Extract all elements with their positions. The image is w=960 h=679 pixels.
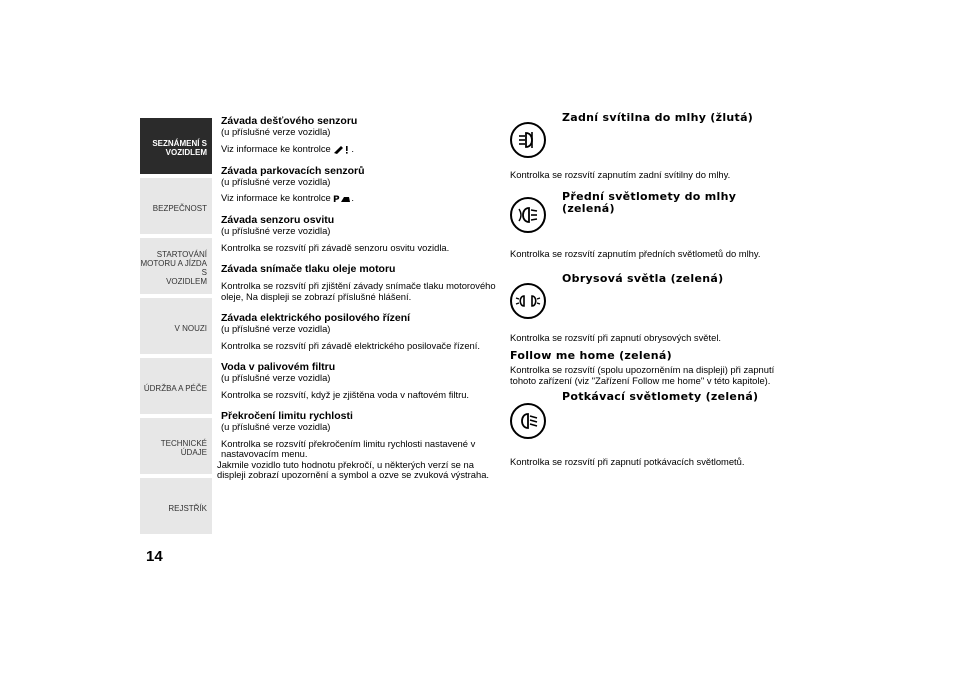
tab-rejstrik[interactable] (140, 478, 212, 536)
section-title: Překročení limitu rychlosti (221, 410, 353, 423)
section-oil-pressure-sensor (221, 263, 501, 302)
side-lights-icon (510, 283, 546, 319)
section-speed-limit (217, 410, 501, 481)
left-column (217, 115, 501, 481)
indicator-text: Kontrolka se rozsvítí při zapnutí obrysových světel. (510, 332, 722, 343)
tab-seznameni[interactable] (140, 118, 212, 176)
indicator-front-fog (510, 191, 800, 241)
section-light-sensor (221, 214, 501, 253)
tab-startovani[interactable] (140, 238, 212, 296)
section-title: Závada senzoru osvitu (221, 214, 335, 227)
section-title: Závada parkovacích senzorů (221, 164, 365, 177)
tab-label: ÚDRŽBA A PÉČE (143, 383, 207, 393)
indicator-side-lights (510, 273, 800, 325)
section-text: Kontrolka se rozsvítí při závadě elektrického posilovače řízení. (221, 339, 480, 351)
section-water-in-fuel (221, 361, 501, 400)
section-subtitle: (u příslušné verze vozidla) (221, 372, 331, 384)
section-subtitle: (u příslušné verze vozidla) (221, 126, 331, 137)
section-follow-me-home (510, 348, 800, 387)
section-subtitle: (u příslušné verze vozidla) (221, 225, 331, 237)
page-number: 14 (146, 548, 163, 565)
section-subtitle: (u příslušné verze vozidla) (221, 421, 331, 433)
section-rain-sensor (221, 115, 501, 155)
text-end: . (351, 142, 354, 154)
section-text: Kontrolka se rozsvítí při zjištění závady snímače tlaku motorového oleje, Na displeji se zobrazí příslušné hlášení. (221, 280, 496, 302)
section-title: Závada elektrického posilového řízení (221, 312, 411, 325)
section-subtitle: (u příslušné verze vozidla) (221, 175, 331, 187)
text: Viz informace ke kontrolce (221, 192, 331, 204)
section-text-2: Jakmile vozidlo tuto hodnotu překročí, u některých verzí se na displeji zobrazí upozornění a symbol a ozve se zvuková výstraha. (217, 458, 490, 481)
tab-label: REJSTŘÍK (168, 503, 207, 513)
section-title: Závada snímače tlaku oleje motoru (221, 263, 396, 276)
text: Viz informace ke kontrolce (221, 142, 331, 154)
tab-label: BEZPEČNOST (152, 203, 207, 213)
section-text: Kontrolka se rozsvítí při závadě senzoru osvitu vozidla. (221, 241, 450, 253)
rear-fog-icon (510, 122, 546, 158)
section-title: Follow me home (zelená) (510, 348, 672, 362)
section-text: Kontrolka se rozsvítí (spolu upozorněním na displeji) při zapnutí tohoto zařízení (viz "Zařízení Follow me home" v této kapitole). (510, 364, 775, 386)
section-text (221, 193, 501, 204)
text-end: . (351, 192, 354, 204)
tab-udrzba[interactable] (140, 358, 212, 416)
section-power-steering (221, 312, 501, 351)
tab-technicke[interactable] (140, 418, 212, 476)
indicator-title: Potkávací světlomety (zelená) (562, 390, 759, 403)
indicator-text: Kontrolka se rozsvítí zapnutím předních světlometů do mlhy. (510, 247, 761, 259)
section-subtitle: (u příslušné verze vozidla) (221, 323, 331, 335)
tab-label: V NOUZI (174, 323, 207, 333)
parking-sensor-icon (333, 193, 351, 204)
right-column (510, 112, 800, 468)
indicator-title: Obrysová světla (zelená) (562, 272, 724, 285)
indicator-dipped-beam (510, 391, 800, 443)
tab-v-nouzi[interactable] (140, 298, 212, 356)
indicator-title: Zadní svítilna do mlhy (žlutá) (562, 111, 754, 124)
svg-text:P: P (333, 195, 340, 205)
section-text: Kontrolka se rozsvítí překročením limitu rychlosti nastavené v nastavovacím menu. (221, 437, 476, 460)
dipped-beam-icon (510, 403, 546, 439)
section-title: Závada dešťového senzoru (221, 115, 358, 127)
indicator-title: Přední světlomety do mlhy (zelená) (562, 189, 737, 215)
front-fog-icon (510, 197, 546, 233)
tab-label: STARTOVÁNÍ MOTORU A JÍZDA S VOZIDLEM (140, 250, 207, 286)
section-text (221, 144, 501, 155)
tab-label: SEZNÁMENÍ S VOZIDLEM (152, 139, 207, 157)
section-title: Voda v palivovém filtru (221, 361, 336, 374)
rain-sensor-warning-icon (333, 144, 351, 155)
tab-bezpecnost[interactable] (140, 178, 212, 236)
tab-label: TECHNICKÉ ÚDAJE (160, 439, 207, 457)
indicator-text: Kontrolka se rozsvítí zapnutím zadní svítilny do mlhy. (510, 169, 731, 180)
section-text: Kontrolka se rozsvítí, když je zjištěna voda v naftovém filtru. (221, 388, 470, 400)
indicator-text: Kontrolka se rozsvítí při zapnutí potkávacích světlometů. (510, 456, 745, 467)
section-parking-sensors (221, 165, 501, 205)
indicator-rear-fog (510, 112, 800, 160)
